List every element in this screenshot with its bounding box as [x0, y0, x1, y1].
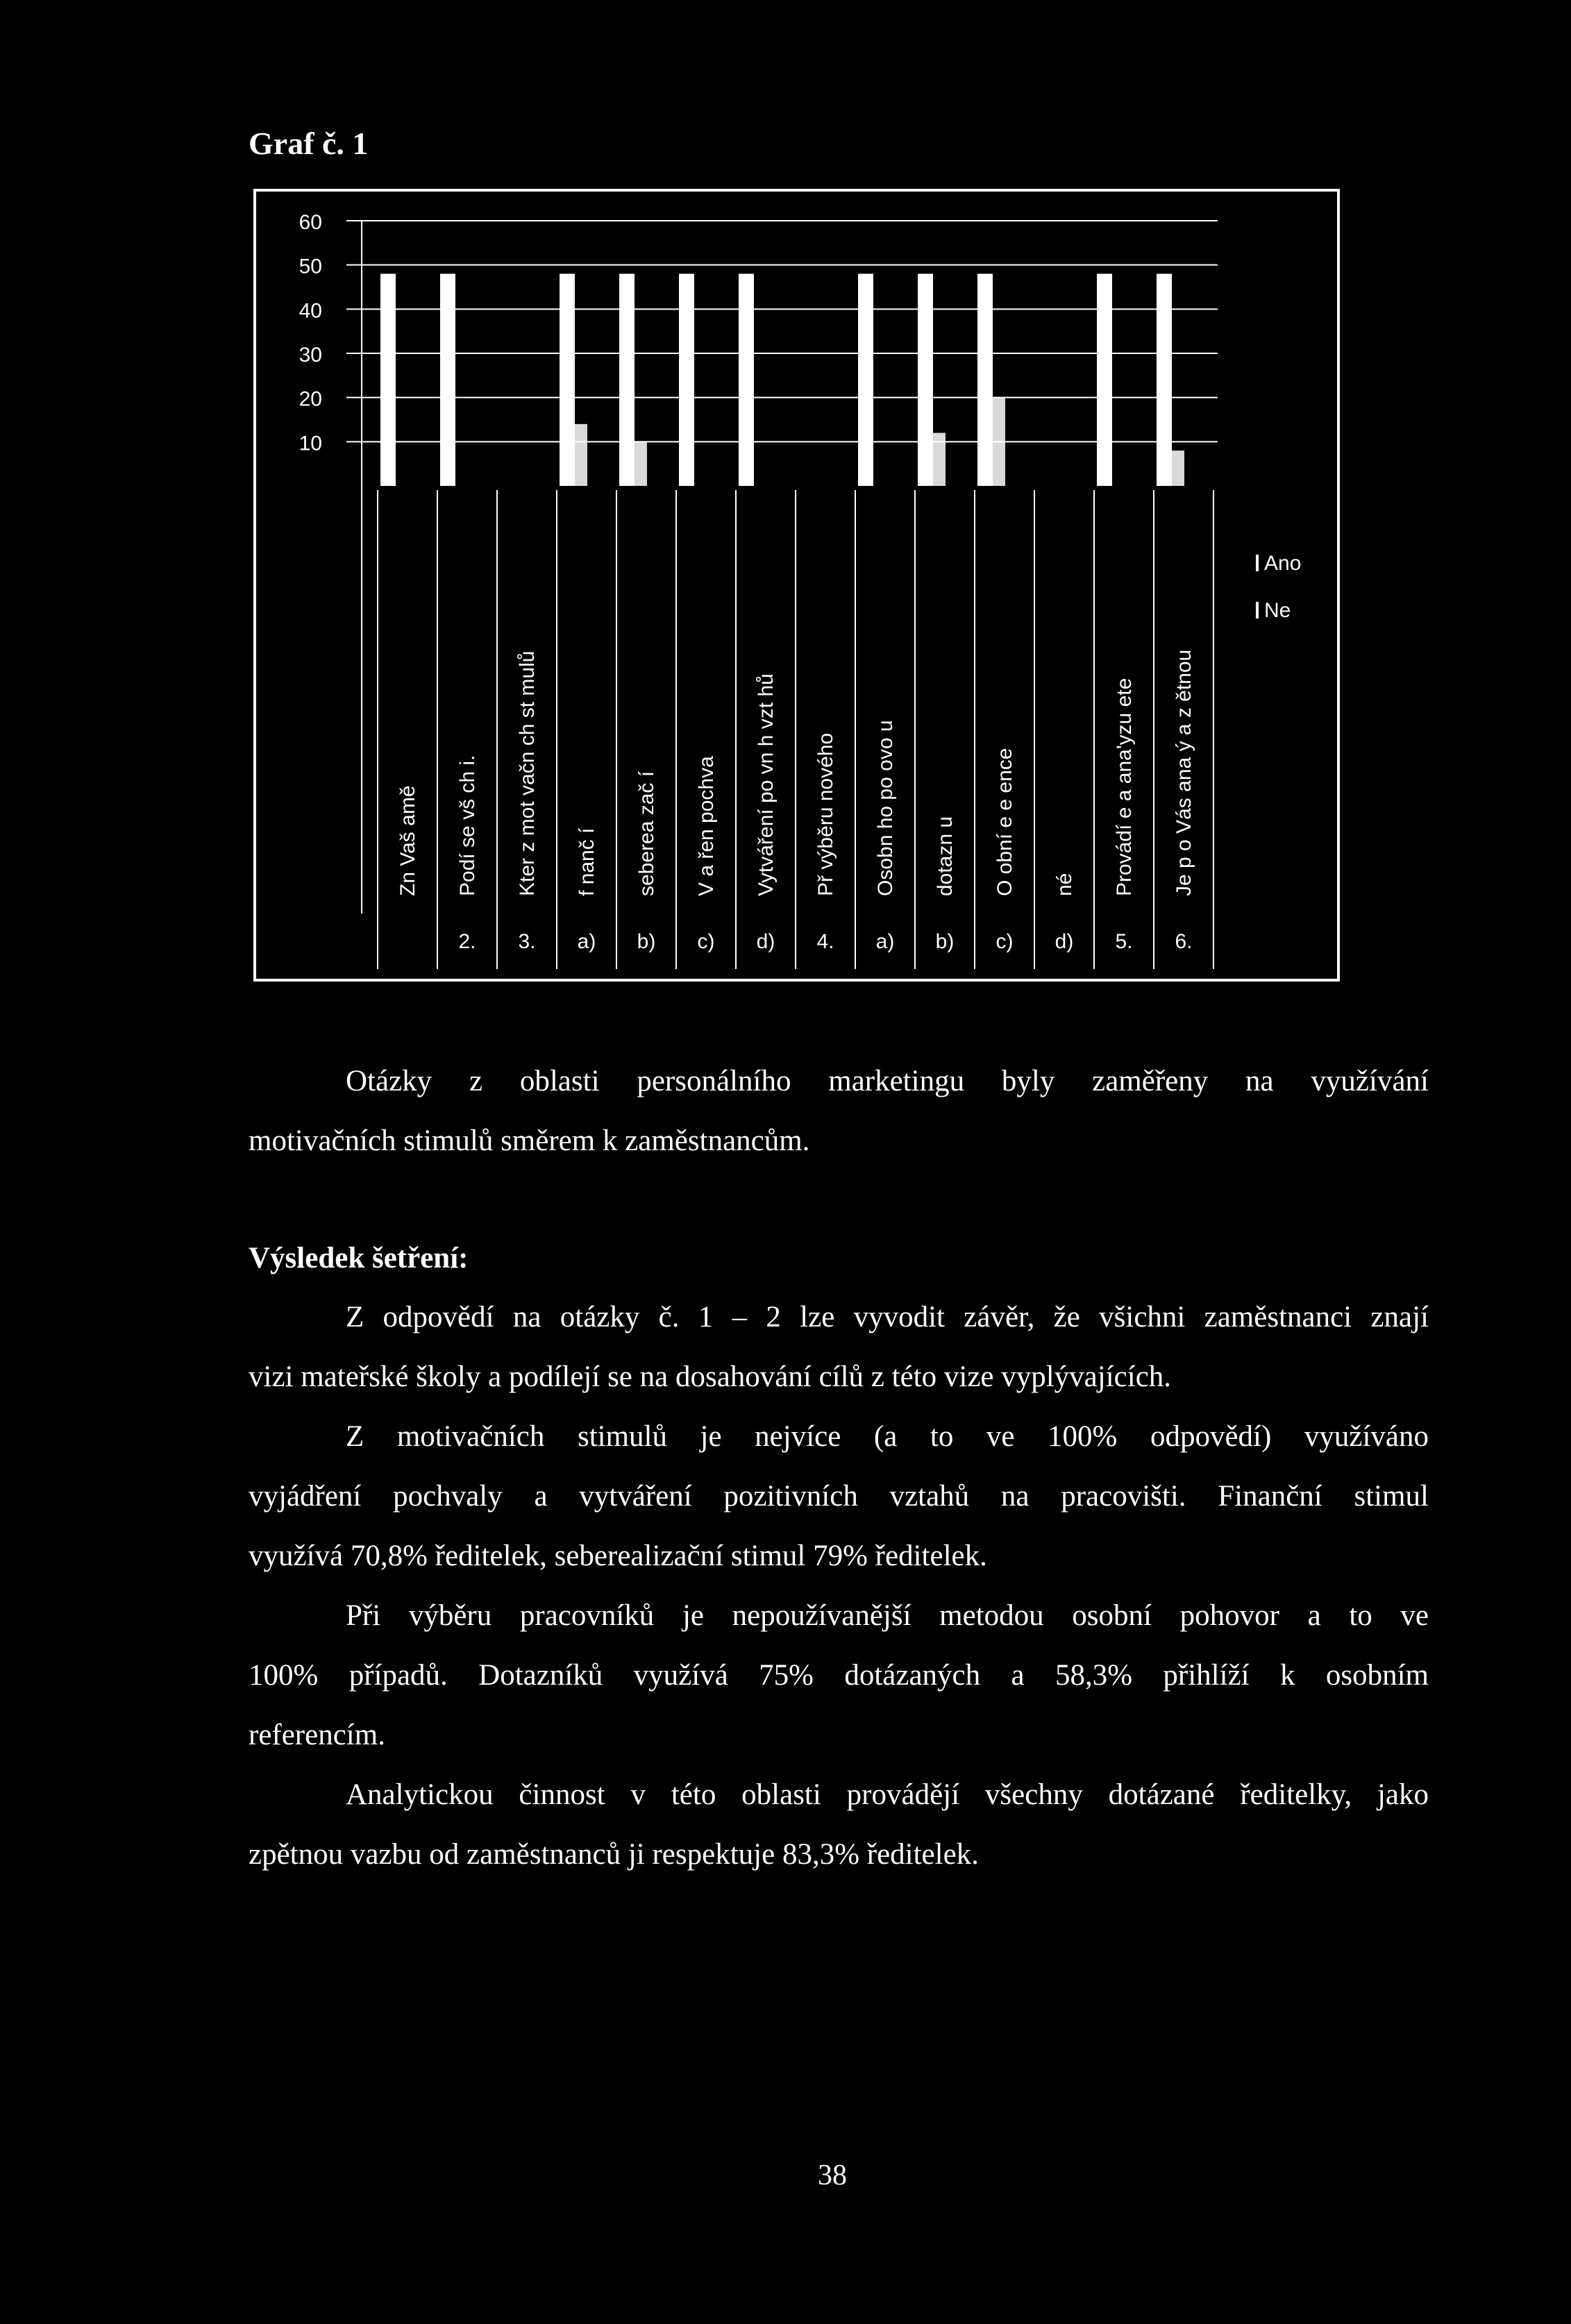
- category-label: seberea zač í: [635, 771, 658, 896]
- paragraph-result-1-cont: [249, 1347, 1429, 1407]
- legend-label: Ano: [1264, 552, 1302, 575]
- paragraph-result-2-end: [249, 1526, 1429, 1586]
- chart-frame: [253, 189, 1340, 982]
- category-label: Provádí e a ana'yzu ete: [1113, 677, 1136, 896]
- y-tick-label: 20: [299, 387, 322, 411]
- bar-ne: [575, 424, 587, 486]
- bar-ne: [635, 441, 647, 486]
- text-line: Z odpovědí na otázky č. 1 – 2 lze vyvodit závěr, že všichni zaměstnanci znají: [346, 1301, 1429, 1333]
- text-line: vyjádření pochvaly a vytváření pozitivních vztahů na pracovišti. Finanční stimul: [249, 1480, 1429, 1513]
- question-number: 2.: [458, 930, 476, 953]
- text-line: referencím.: [249, 1719, 385, 1751]
- question-number: a): [875, 930, 895, 953]
- text-line: 100% případů. Dotazníků využívá 75% dotázaných a 58,3% přihlíží k osobním: [249, 1659, 1429, 1692]
- bar-ano: [1097, 273, 1112, 486]
- y-tick-label: 30: [299, 344, 322, 367]
- question-number: c): [697, 930, 715, 953]
- bar-ne: [1172, 451, 1184, 486]
- bar-ano: [560, 273, 575, 486]
- y-tick-label: 10: [299, 432, 322, 455]
- category-label: Podí se vš ch i.: [456, 755, 479, 896]
- y-tick-label: 50: [299, 255, 322, 278]
- bar-ano: [440, 273, 455, 486]
- bar-ano: [918, 273, 933, 486]
- question-number: 5.: [1115, 930, 1133, 953]
- question-number: d): [756, 930, 775, 953]
- question-number: 6.: [1175, 930, 1193, 953]
- category-label: Je p o Vás ana ý a z ětnou: [1173, 649, 1195, 896]
- paragraph-result-3: [249, 1586, 1429, 1646]
- category-label: O obní e e ence: [993, 748, 1016, 896]
- text-line: zpětnou vazbu od zaměstnanců ji respektuje 83,3% ředitelek.: [249, 1838, 979, 1871]
- paragraph-result-1: [249, 1288, 1429, 1347]
- text-line: využívá 70,8% ředitelek, seberealizační stimul 79% ředitelek.: [249, 1540, 987, 1572]
- paragraph-result-3-cont: [249, 1646, 1429, 1706]
- category-label: Zn Vaš amě: [396, 785, 419, 896]
- section-heading: Výsledek šetření:: [249, 1242, 469, 1274]
- paragraph-intro: [249, 1052, 1429, 1111]
- text-line: Při výběru pracovníků je nepoužívanější metodou osobní pohovor a to ve: [346, 1599, 1429, 1632]
- bar-ne: [993, 398, 1005, 486]
- category-label: Vytváření po vn h vzt hů: [755, 673, 778, 896]
- y-tick-label: 40: [299, 299, 322, 323]
- category-label: Kter z mot vačn ch st mulů: [516, 650, 539, 896]
- paragraph-result-2: [249, 1407, 1429, 1467]
- question-number: b): [637, 930, 656, 953]
- page-number: 38: [818, 2159, 847, 2191]
- text-line: Otázky z oblasti personálního marketingu byly zaměřeny na využívání: [346, 1065, 1429, 1097]
- text-line: motivačních stimulů směrem k zaměstnancům.: [249, 1125, 810, 1157]
- question-number: b): [935, 930, 955, 953]
- text-line: Analytickou činnost v této oblasti provádějí všechny dotázané ředitelky, jako: [346, 1778, 1429, 1811]
- paragraph-result-3-end: [249, 1706, 1429, 1765]
- category-label: V a řen pochva: [695, 756, 718, 896]
- y-tick-label: 60: [299, 211, 322, 234]
- bar-ano: [739, 273, 754, 486]
- graph-title: Graf č. 1: [249, 126, 369, 161]
- bar-ano: [679, 273, 694, 486]
- legend-swatch: [1256, 602, 1259, 618]
- paragraph-result-4-cont: [249, 1825, 1429, 1885]
- question-number: a): [577, 930, 596, 953]
- bar-ano: [858, 273, 873, 486]
- bar-ano: [977, 273, 993, 486]
- paragraph-intro-cont: [249, 1111, 1429, 1171]
- category-label: né: [1053, 873, 1076, 896]
- bar-ano: [619, 273, 635, 486]
- text-line: vizi mateřské školy a podílejí se na dosahování cílů z této vize vyplývajících.: [249, 1361, 1172, 1393]
- legend-label: Ne: [1264, 599, 1291, 622]
- category-label: Př výběru nového: [814, 732, 837, 896]
- bar-chart: [256, 192, 1337, 979]
- category-label: dotazn u: [934, 816, 957, 896]
- bar-ano: [380, 273, 396, 486]
- legend-swatch: [1256, 555, 1259, 571]
- bar-ano: [1157, 273, 1172, 486]
- category-label: Osobn ho po ovo u: [874, 720, 897, 896]
- category-label: f nanč í: [576, 827, 598, 896]
- paragraph-result-4: [249, 1765, 1429, 1825]
- bar-ne: [933, 433, 946, 486]
- question-number: 4.: [816, 930, 834, 953]
- question-number: d): [1055, 930, 1074, 953]
- question-number: c): [995, 930, 1014, 953]
- text-line: Z motivačních stimulů je nejvíce (a to ve 100% odpovědí) využíváno: [346, 1420, 1429, 1453]
- question-number: 3.: [518, 930, 536, 953]
- paragraph-result-2-cont: [249, 1467, 1429, 1526]
